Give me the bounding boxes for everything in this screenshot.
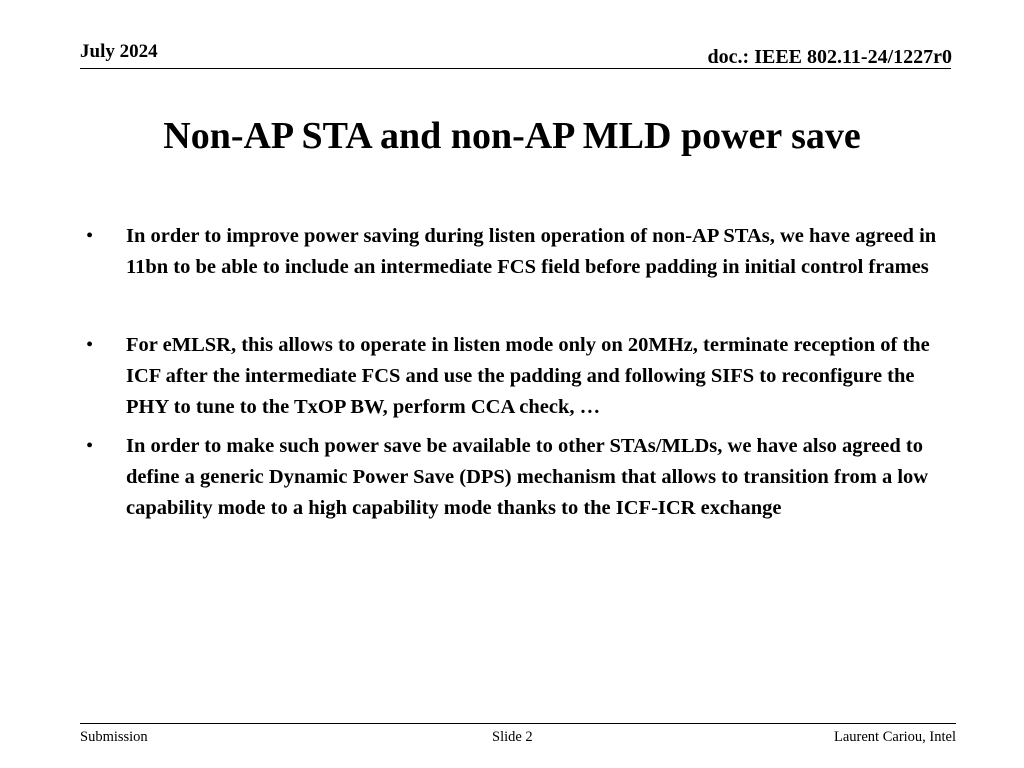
footer-slide-number: Slide 2 [492, 729, 533, 745]
header-divider [80, 68, 951, 69]
bullet-text: In order to make such power save be available to other STAs/MLDs, we have also agreed to define a generic Dynamic Power Save (DPS) mechanism that allows to transition from a low capability mode to a high capability mode thanks to the ICF-ICR exchange [126, 435, 929, 519]
bullet-list [86, 221, 946, 524]
footer-submission: Submission [80, 729, 148, 745]
bullet-marker: • [86, 225, 94, 247]
slide-title: Non-AP STA and non-AP MLD power save [163, 115, 861, 157]
bullet-text: In order to improve power saving during listen operation of non-AP STAs, we have agreed in 11bn to be able to include an intermediate FCS field before padding in initial control frames [126, 225, 937, 278]
bullet-item [86, 330, 946, 423]
bullet-item [86, 221, 946, 283]
document-id: doc.: IEEE 802.11-24/1227r0 [707, 46, 952, 68]
footer-divider [80, 723, 956, 724]
footer-author: Laurent Cariou, Intel [834, 729, 956, 745]
bullet-marker: • [86, 435, 94, 457]
bullet-text: For eMLSR, this allows to operate in listen mode only on 20MHz, terminate reception of the ICF after the intermediate FCS and use the padding and following SIFS to reconfigure the PHY to tune to the TxOP BW, perform CCA check, … [126, 334, 930, 418]
bullet-marker: • [86, 334, 94, 356]
header-date: July 2024 [80, 41, 158, 62]
bullet-item [86, 431, 946, 524]
